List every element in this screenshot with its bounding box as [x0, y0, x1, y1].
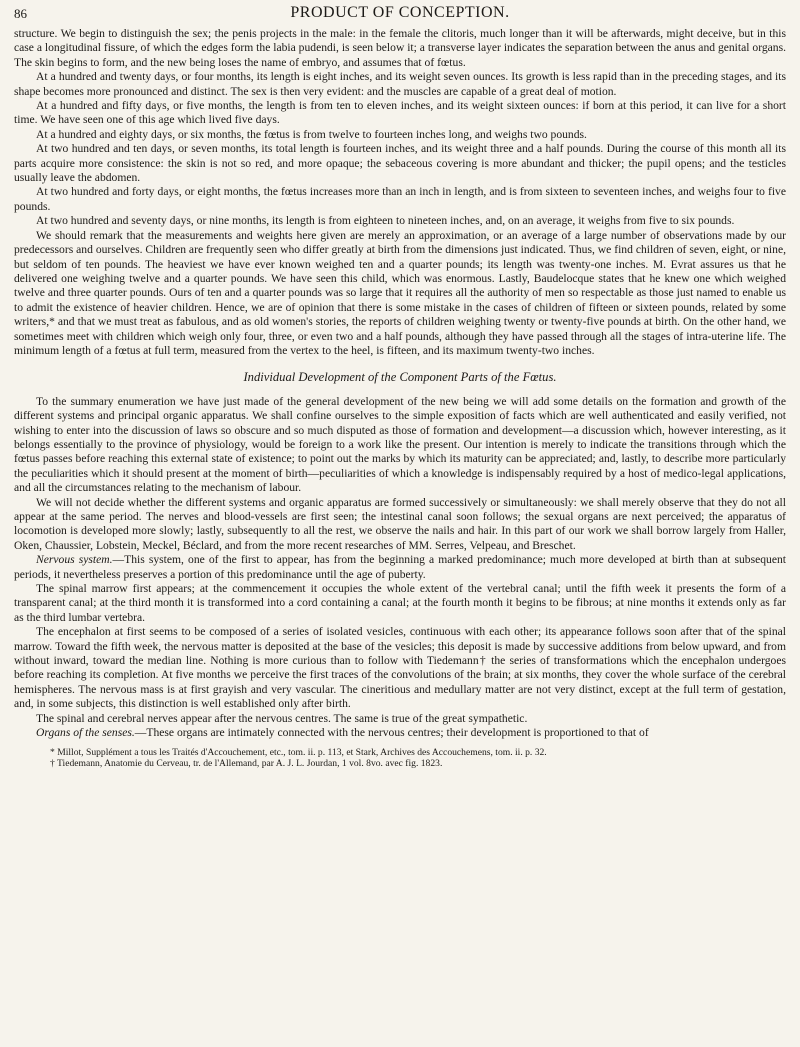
- paragraph: We should remark that the measurements and weights here given are merely an approximation, or an average of a large number of observations made by our predecessors and ourselves. Children are frequently seen who differ greatly at birth from the dimensions just indicated. Thus, we find children of seven, eight, or nine, but seldom of ten pounds. The heaviest we have ever known weighed ten and a quarter pounds; its length was twenty-one inches. M. Evrat assures us that he delivered one weighing twelve and a quarter pounds. We have seen this child, which was enormous. Lastly, Baudelocque states that he knew one which weighed twelve and three quarter pounds. Ours of ten and a quarter pounds was so large that it requires all the authority of men so respectable as those just named to enable us to admit the existence of heavier children. Hence, we are of opinion that there is some mistake in the cases of children of fifteen or sixteen pounds, related by some writers,* and that we must treat as fabulous, and as old women's stories, the reports of children weighing twenty or twenty-five pounds at birth. On the other hand, we sometimes meet with children which weigh only four, three, or even two and a half pounds, although they have passed through all the stages of intra-uterine life. The minimum length of a fœtus at full term, measured from the vertex to the heel, is fifteen, and its maximum twenty-two inches.: [14, 228, 786, 357]
- paragraph: The spinal and cerebral nerves appear after the nervous centres. The same is true of the great sympathetic.: [36, 711, 528, 725]
- paragraph: At a hundred and fifty days, or five months, the length is from ten to eleven inches, and its weight sixteen ounces: if born at this period, it can live for a short time. We have seen one of this age which lived five days.: [14, 99, 786, 127]
- paragraph: structure. We begin to distinguish the sex; the penis projects in the male: in the female the clitoris, much longer than it will be afterwards, might deceive, but in this case a longitudinal fissure, of which the edges form the labia pudendi, is seen below it; a transverse layer indicates the separation between the anus and genital organs. The skin begins to form, and the new being loses the name of embryo, and assumes that of fœtus.: [14, 27, 786, 69]
- footnotes: [14, 747, 786, 770]
- footnote: * Millot, Supplément a tous les Traités d'Accouchement, etc., tom. ii. p. 113, et Stark, Archives des Accouchemens, tom. ii. p. 32.: [50, 746, 547, 758]
- runin-heading: Nervous system.: [36, 553, 113, 567]
- paragraph: At a hundred and eighty days, or six months, the fœtus is from twelve to fourteen inches long, and weighs two pounds.: [36, 127, 587, 141]
- page-header: [14, 2, 786, 27]
- paragraph: At two hundred and forty days, or eight months, the fœtus increases more than an inch in length, and is from sixteen to seventeen inches, and weighs four to five pounds.: [14, 185, 786, 213]
- paragraph: The spinal marrow first appears; at the commencement it occupies the whole extent of the vertebral canal; until the fifth week it presents the form of a transparent canal; at the third month it is transformed into a cord containing a canal; at the fourth month it begins to be fibrous; at nine months it extends only as far as the third lumbar vertebra.: [14, 582, 786, 624]
- paragraph: At two hundred and seventy days, or nine months, its length is from eighteen to nineteen inches, and, on an average, it weighs from five to six pounds.: [36, 214, 735, 228]
- footnote: † Tiedemann, Anatomie du Cerveau, tr. de l'Allemand, par A. J. L. Jourdan, 1 vol. 8vo. avec fig. 1823.: [50, 757, 443, 769]
- paragraph-text: —This system, one of the first to appear, has from the beginning a marked predominance; much more developed at birth than at subsequent periods, it nevertheless preserves a portion of this predominance until the age of puberty.: [14, 553, 786, 581]
- paragraph: We will not decide whether the different systems and organic apparatus are formed successively or simultaneously: we shall merely observe that they do not all appear at the same period. The nerves and blood-vessels are first seen; the intestinal canal soon follows; the sexual organs are next perceived; the apparatus of locomotion is developed more slowly; lastly, subsequently to all the rest, we observe the nails and hair. In this part of our work we shall borrow largely from Haller, Oken, Chaussier, Lobstein, Meckel, Béclard, and from the more recent researches of MM. Serres, Velpeau, and Breschet.: [14, 495, 786, 552]
- page-number: 86: [14, 6, 27, 21]
- paragraph: At two hundred and ten days, or seven months, its total length is fourteen inches, and its weight three and a half pounds. During the course of this month all its parts acquire more consistence: the skin is not so red, and more opaque; the sebaceous covering is more abundant and thicker; the pupil opens; and the testicles usually leave the abdomen.: [14, 142, 786, 185]
- paragraph-text: —These organs are intimately connected with the nervous centres; their development is proportioned to that of: [134, 726, 649, 740]
- paragraph-organs-of-senses: [14, 726, 786, 740]
- body-text: [14, 27, 786, 741]
- section-heading: Individual Development of the Component Parts of the Fœtus.: [243, 370, 557, 385]
- paragraph: The encephalon at first seems to be composed of a series of isolated vesicles, continuous with each other; its appearance follows soon after that of the spinal marrow. Toward the fifth week, the nervous matter is deposited at the base of the vesicles; this deposit is made by successive additions from below upward, and from without inward, toward the median line. Nothing is more curious than to follow with Tiedemann† the series of transformations which the encephalon undergoes before reaching its completion. At five months we perceive the first traces of the convolutions of the brain; at six months, they cover the whole surface of the cerebral hemispheres. The nervous mass is at first grayish and very vascular. The cineritious and medullary matter are not very distinct, except at the full term of gestation, and, in some subjects, this distinction is well established only after birth.: [14, 625, 786, 711]
- running-title: PRODUCT OF CONCEPTION.: [290, 4, 510, 21]
- runin-heading: Organs of the senses.: [36, 726, 135, 740]
- paragraph-nervous-system: [14, 553, 786, 582]
- paragraph: To the summary enumeration we have just made of the general development of the new being we will add some details on the formation and growth of the different systems and principal organic apparatus. We shall confine ourselves to the simple exposition of facts which are well authenticated and easily verified, not wishing to enter into the discussion of laws so obscure and so much disputed as those of formation and development—a discussion which, however interesting, as it belongs essentially to the province of physiology, would be foreign to a work like the present. Our intention is merely to indicate the transitions through which the fœtus passes before reaching this external state of existence; to point out the marks by which its maturity can be appreciated; and, lastly, to describe more particularly the peculiarities which it should present at the moment of birth—peculiarities of which a knowledge is indispensably required by a host of medico-legal applications, and all the circumstances relating to the mechanism of labour.: [14, 394, 786, 495]
- paragraph: At a hundred and twenty days, or four months, its length is eight inches, and its weight seven ounces. Its growth is less rapid than in the preceding stages, and its shape becomes more pronounced and distinct. The sex is then very evident: and the muscles are capable of a great deal of motion.: [14, 70, 786, 98]
